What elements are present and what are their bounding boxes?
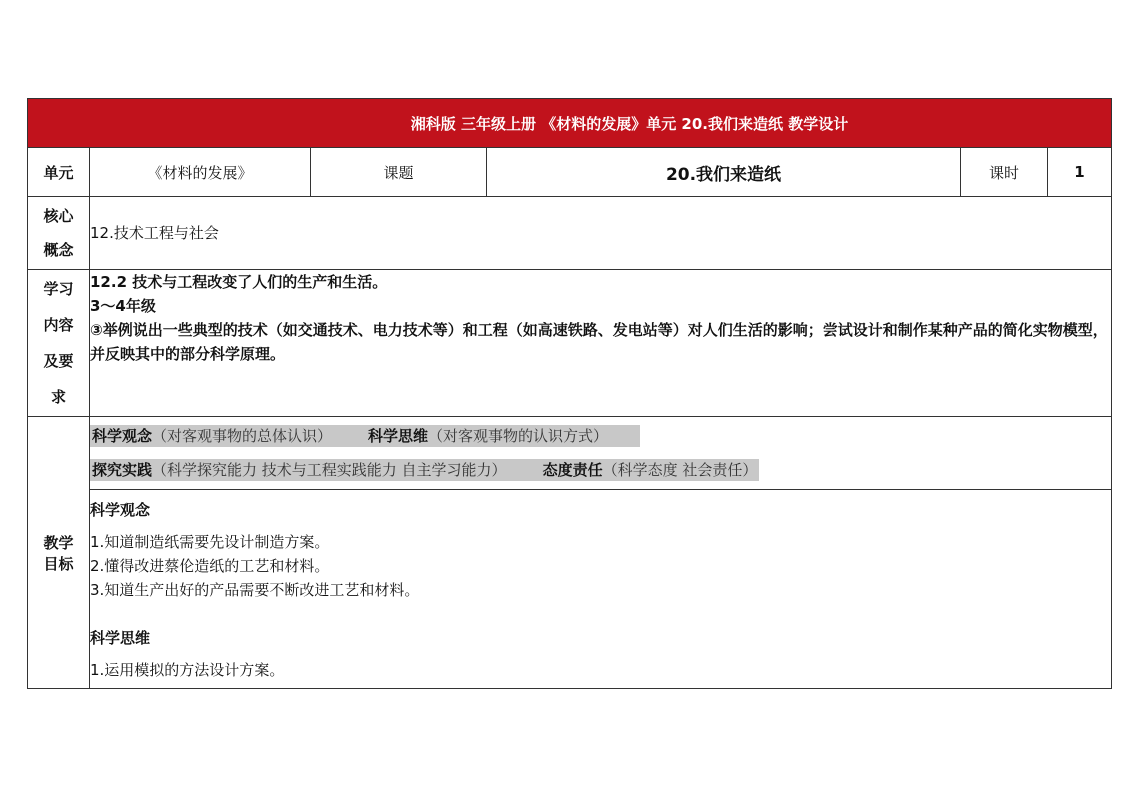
section-title-science-concept: 科学观念 xyxy=(90,501,151,519)
highlight-block: 探究实践（科学探究能力 技术与工程实践能力 自主学习能力） 态度责任（科学态度 社会责任） xyxy=(92,461,758,479)
unit-label: 单元 xyxy=(28,148,90,197)
study-content-text xyxy=(90,270,1112,417)
document-title: 湘科版 三年级上册 《材料的发展》单元 20.我们来造纸 教学设计 xyxy=(410,114,849,133)
core-concept-label: 核心 概念 xyxy=(28,197,90,270)
goals-summary-line-1 xyxy=(90,419,1111,453)
period-value: 1 xyxy=(1048,148,1112,197)
study-content-label: 学习 内容 及要 求 xyxy=(28,270,90,417)
goal-item: 1.运用模拟的方法设计方案。 xyxy=(90,661,285,679)
topic-label: 课题 xyxy=(311,148,487,197)
highlight-block: 科学观念（对客观事物的总体认识） 科学思维（对客观事物的认识方式） xyxy=(90,425,640,447)
title-row xyxy=(28,99,1112,148)
unit-value: 《材料的发展》 xyxy=(90,148,311,197)
goals-label: 教学 目标 xyxy=(28,417,90,689)
goal-item: 1.知道制造纸需要先设计制造方案。 xyxy=(90,533,330,551)
core-concept-row xyxy=(28,197,1112,270)
goal-item: 3.知道生产出好的产品需要不断改进工艺和材料。 xyxy=(90,581,420,599)
goal-item: 2.懂得改进蔡伦造纸的工艺和材料。 xyxy=(90,557,330,575)
topic-value: 20.我们来造纸 xyxy=(487,148,961,197)
goals-summary-row xyxy=(28,417,1112,490)
header-row xyxy=(28,148,1112,197)
core-concept-text: 12.技术工程与社会 xyxy=(90,197,1112,270)
study-content-row xyxy=(28,270,1112,417)
period-label: 课时 xyxy=(961,148,1048,197)
study-line-3: ③举例说出一些典型的技术（如交通技术、电力技术等）和工程（如高速铁路、发电站等）对人们生活的影响；尝试设计和制作某种产品的简化实物模型，并反映其中的部分科学原理。 xyxy=(90,321,1108,363)
goals-detail-row xyxy=(28,490,1112,689)
study-line-2: 3～4年级 xyxy=(90,297,156,315)
title-cell xyxy=(28,99,1112,148)
goals-summary-line-2 xyxy=(90,453,1111,487)
study-line-1: 12.2 技术与工程改变了人们的生产和生活。 xyxy=(90,273,388,291)
goals-detail xyxy=(90,490,1112,689)
section-title-science-thinking: 科学思维 xyxy=(90,629,151,647)
goals-summary xyxy=(90,417,1112,490)
lesson-plan-table xyxy=(27,98,1112,689)
